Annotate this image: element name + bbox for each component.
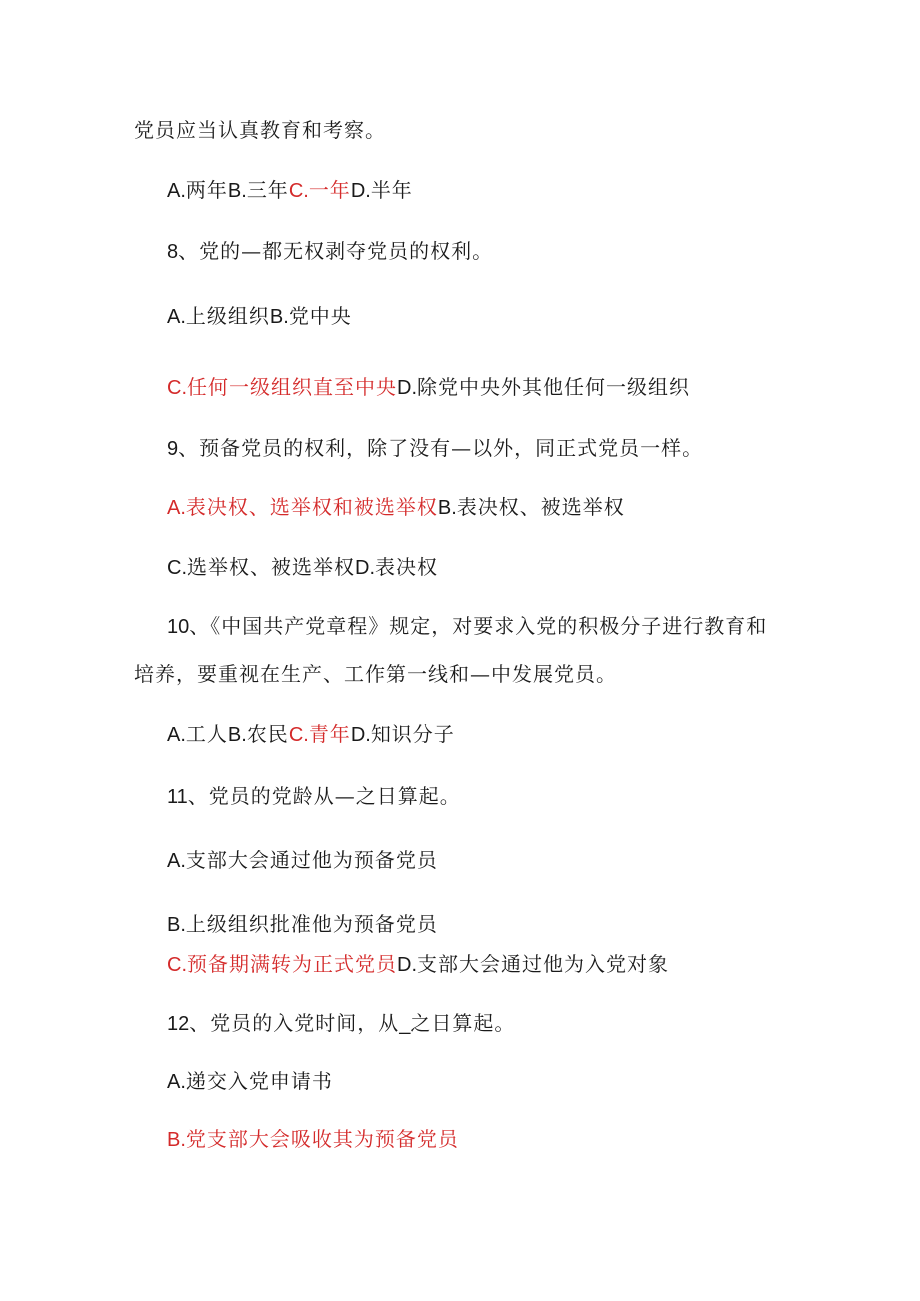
text-segment: 培养，要重视在生产、工作第一线和—中发展党员。	[134, 662, 617, 686]
text-segment: A.上级组织B.党中央	[167, 304, 352, 328]
text-segment: C.选举权、被选举权D.表决权	[167, 555, 438, 579]
answer-highlight-text: B.党支部大会吸收其为预备党员	[167, 1127, 459, 1151]
question-line-q12	[167, 1009, 515, 1038]
text-segment: D.知识分子	[350, 722, 455, 746]
options-line-q8-cd	[167, 373, 690, 402]
answer-highlight-text: C.预备期满转为正式党员	[167, 952, 397, 976]
text-segment: 8、党的—都无权剥夺党员的权利。	[167, 239, 494, 263]
text-segment: 12、党员的入党时间，从_之日算起。	[167, 1011, 516, 1035]
option-line-q11-b	[167, 910, 438, 939]
text-segment: A.工人B.农民	[167, 722, 289, 746]
text-segment: D.除党中央外其他任何一级组织	[397, 375, 690, 399]
options-line-q7	[167, 176, 413, 205]
text-segment: 9、预备党员的权利，除了没有—以外，同正式党员一样。	[167, 436, 704, 460]
options-line-q9-ab	[167, 493, 625, 522]
text-line-intro	[134, 116, 386, 144]
text-segment: 10、《中国共产党章程》规定，对要求入党的积极分子进行教育和	[167, 614, 768, 638]
text-segment: 党员应当认真教育和考察。	[134, 118, 386, 142]
answer-highlight-text: A.表决权、选举权和被选举权	[167, 495, 438, 519]
question-line-q9	[167, 434, 703, 463]
text-segment: B.表决权、被选举权	[437, 495, 625, 519]
answer-highlight-text: C.任何一级组织直至中央	[167, 375, 397, 399]
answer-highlight-text: C.青年	[288, 722, 351, 746]
options-line-q8-ab	[167, 302, 352, 331]
question-line-q10-part2	[134, 660, 617, 688]
text-segment: D.支部大会通过他为入党对象	[397, 952, 669, 976]
option-line-q12-b	[167, 1125, 459, 1154]
options-line-q9-cd	[167, 553, 438, 582]
question-line-q11	[167, 782, 461, 811]
options-line-q11-cd	[167, 950, 669, 979]
question-line-q8	[167, 237, 493, 266]
text-segment: A.两年B.三年	[167, 178, 289, 202]
question-line-q10-part1	[167, 612, 767, 641]
text-segment: D.半年	[350, 178, 413, 202]
text-segment: 11、党员的党龄从—之日算起。	[167, 784, 461, 808]
option-line-q12-a	[167, 1067, 333, 1096]
answer-highlight-text: C.一年	[288, 178, 351, 202]
options-line-q10	[167, 720, 455, 749]
text-segment: A.递交入党申请书	[167, 1069, 333, 1093]
text-segment: A.支部大会通过他为预备党员	[167, 848, 438, 872]
option-line-q11-a	[167, 846, 438, 875]
text-segment: B.上级组织批准他为预备党员	[167, 912, 438, 936]
